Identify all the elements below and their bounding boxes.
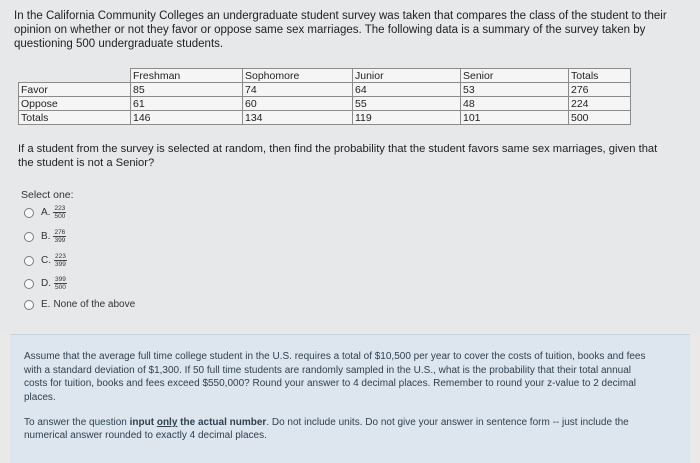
- option-b[interactable]: [24, 229, 66, 244]
- table-cell: 85: [131, 83, 243, 97]
- question-2-instructions: [24, 416, 654, 442]
- question-2-text: Assume that the average full time college student in the U.S. requires a total of $10,500 per year to cover the costs of tuition, books and fees with a standard deviation of $1,300. If 50 full time students are randomly sampled in the U.S., what is the probability that their total annual costs for tuition, books and fees exceed $550,000? Round your answer to 4 decimal places. Remember to round your z-value to 2 decimal places.: [24, 351, 646, 403]
- table-header-row: [19, 69, 631, 83]
- option-letter: D.: [41, 278, 51, 289]
- survey-table: [18, 68, 631, 125]
- option-text: None of the above: [53, 299, 136, 310]
- table-header-cell: Sophomore: [243, 69, 353, 83]
- instruction-only: only: [156, 417, 178, 428]
- table-header-cell: Junior: [353, 69, 461, 83]
- instruction-text: To answer the question: [24, 417, 130, 428]
- question-1-prompt: If a student from the survey is selected at random, then find the probability that the student favors same sex marriages, given that the student is not a Senior?: [18, 143, 658, 169]
- fraction-denominator: 399: [54, 237, 66, 244]
- question-2-panel: [10, 334, 690, 463]
- select-one-label: Select one:: [21, 189, 74, 201]
- instruction-text: . Do not include units. Do not give your answer in sentence form -- just include the numerical answer rounded to exactly 4 decimal places.: [24, 417, 629, 441]
- radio-button[interactable]: [24, 279, 34, 289]
- fraction-denominator: 500: [55, 284, 66, 291]
- table-header-cell: Freshman: [131, 69, 243, 83]
- fraction-denominator: 500: [54, 213, 66, 220]
- table-cell: 276: [569, 83, 631, 97]
- option-e[interactable]: [24, 299, 135, 310]
- option-fraction: [54, 253, 67, 268]
- fraction-denominator: 399: [55, 261, 66, 268]
- option-fraction: [53, 229, 66, 244]
- table-cell: 74: [243, 83, 353, 97]
- table-cell: 146: [131, 111, 243, 125]
- table-row-label: Totals: [19, 111, 131, 125]
- table-cell: 224: [569, 97, 631, 111]
- option-fraction: [53, 205, 66, 220]
- table-cell: [19, 69, 131, 83]
- option-a[interactable]: [24, 205, 66, 220]
- table-row: [19, 83, 631, 97]
- radio-button[interactable]: [24, 300, 34, 310]
- radio-button[interactable]: [24, 256, 34, 266]
- option-letter: A.: [41, 207, 51, 218]
- table-cell: 55: [353, 97, 461, 111]
- table-cell: 48: [461, 97, 569, 111]
- table-cell: 101: [461, 111, 569, 125]
- table-header-cell: Senior: [461, 69, 569, 83]
- instruction-bold: the actual number: [177, 417, 267, 428]
- radio-button[interactable]: [24, 208, 34, 218]
- option-letter: B.: [41, 231, 51, 242]
- table-cell: 53: [461, 83, 569, 97]
- fraction-numerator: 276: [54, 229, 66, 236]
- option-d[interactable]: [24, 276, 67, 291]
- table-row-label: Oppose: [19, 97, 131, 111]
- table-cell: 64: [353, 83, 461, 97]
- table-cell: 500: [569, 111, 631, 125]
- table-row: [19, 97, 631, 111]
- table-cell: 61: [131, 97, 243, 111]
- fraction-numerator: 399: [55, 276, 66, 283]
- fraction-numerator: 223: [54, 205, 66, 212]
- radio-button[interactable]: [24, 232, 34, 242]
- table-row: [19, 111, 631, 125]
- table-row-label: Favor: [19, 83, 131, 97]
- question-1-intro: In the California Community Colleges an undergraduate student survey was taken that compares the class of the student to their opinion on whether or not they favor or oppose same sex marriages. The following data is a summary of the survey taken by questioning 500 undergraduate students.: [14, 10, 667, 50]
- option-c[interactable]: [24, 253, 67, 268]
- table-cell: 134: [243, 111, 353, 125]
- table-header-cell: Totals: [569, 69, 631, 83]
- table-cell: 60: [243, 97, 353, 111]
- table-cell: 119: [353, 111, 461, 125]
- instruction-bold: input: [129, 417, 157, 428]
- fraction-numerator: 223: [55, 253, 66, 260]
- option-letter: C.: [41, 255, 51, 266]
- option-fraction: [54, 276, 67, 291]
- option-letter: E.: [41, 299, 51, 310]
